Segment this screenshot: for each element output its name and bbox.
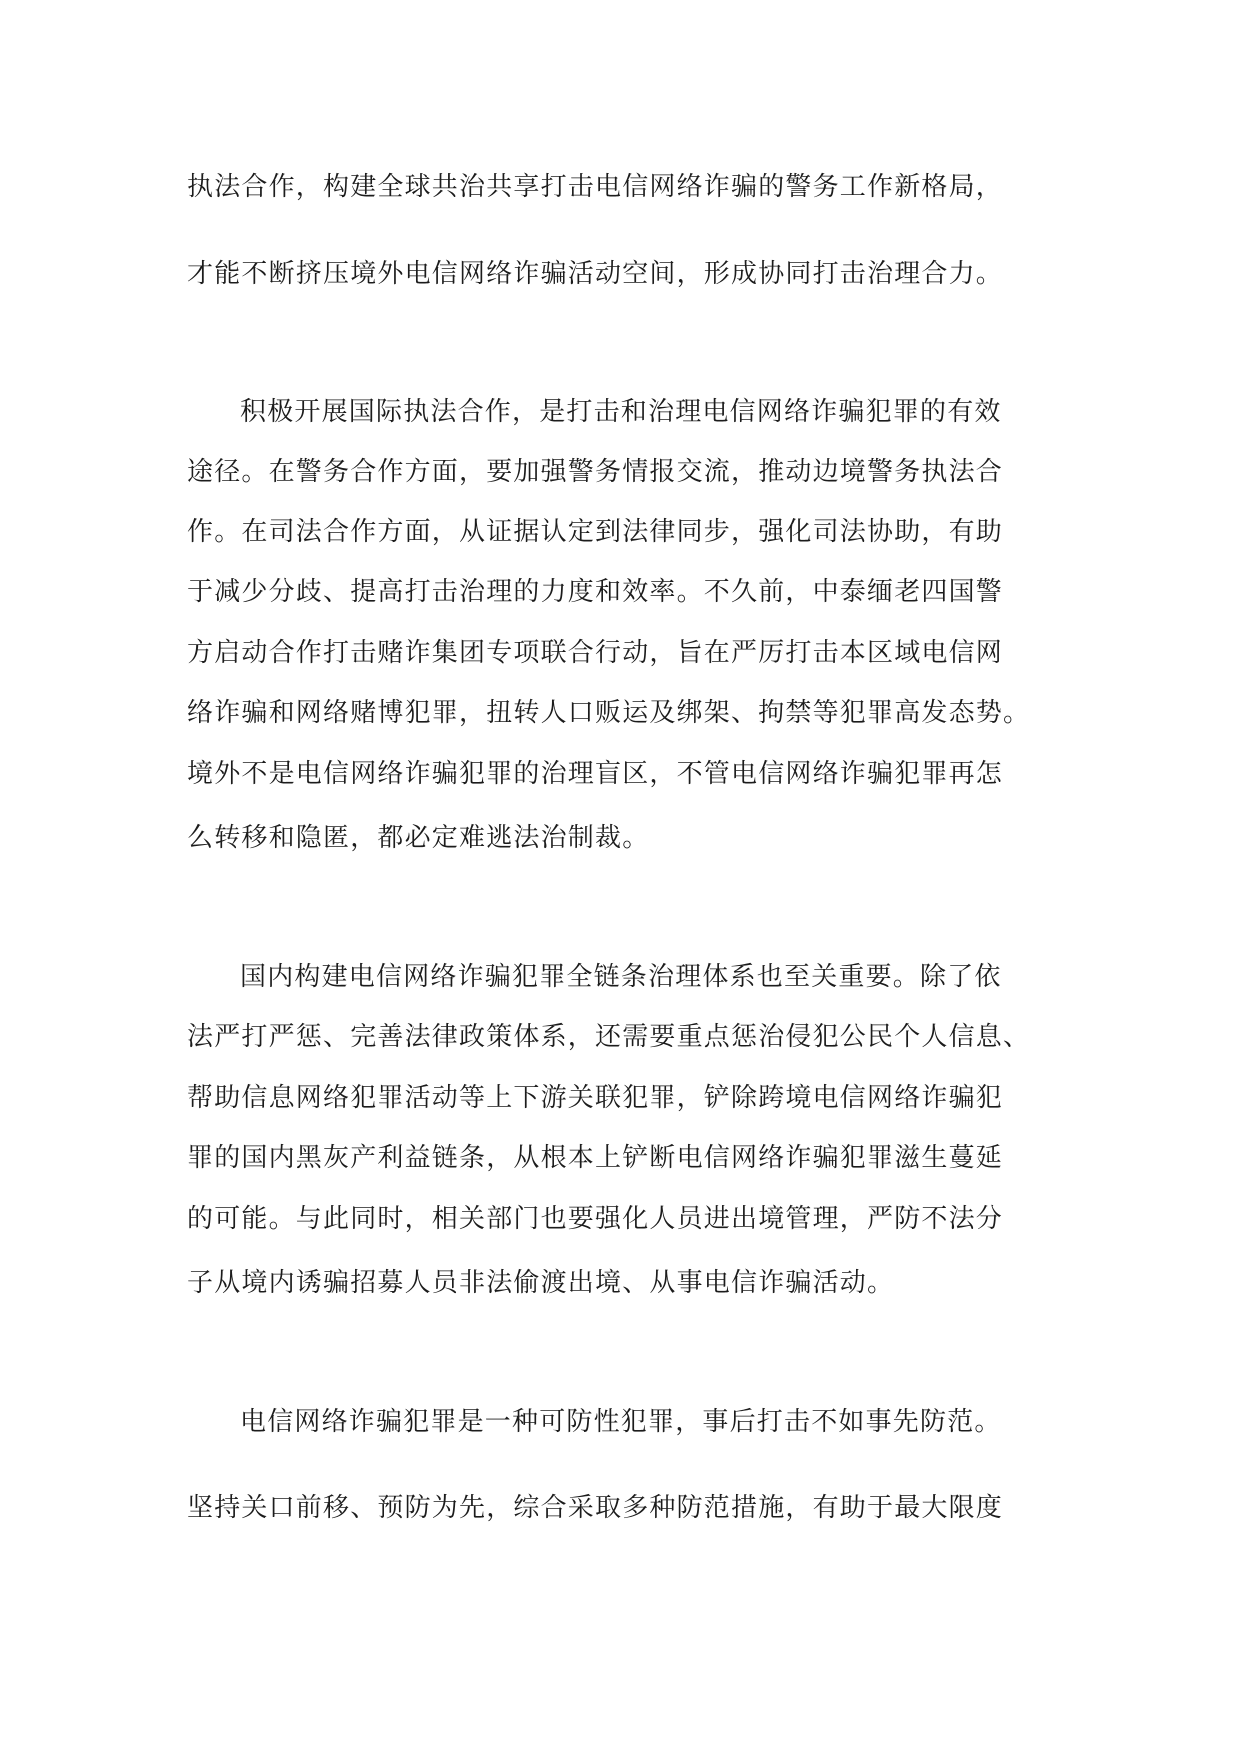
text-line: 的可能。与此同时，相关部门也要强化人员进出境管理，严防不法分 bbox=[187, 1204, 1004, 1234]
text-line: 电信网络诈骗犯罪是一种可防性犯罪，事后打击不如事先防范。 bbox=[240, 1407, 1002, 1437]
text-line: 途径。在警务合作方面，要加强警务情报交流，推动边境警务执法合 bbox=[187, 457, 1004, 487]
text-line: 子从境内诱骗招募人员非法偷渡出境、从事电信诈骗活动。 bbox=[187, 1268, 895, 1298]
text-line: 积极开展国际执法合作，是打击和治理电信网络诈骗犯罪的有效 bbox=[240, 397, 1002, 427]
text-line: 才能不断挤压境外电信网络诈骗活动空间，形成协同打击治理合力。 bbox=[187, 259, 1004, 289]
text-line: 法严打严惩、完善法律政策体系，还需要重点惩治侵犯公民个人信息、 bbox=[187, 1022, 1031, 1052]
text-line: 执法合作，构建全球共治共享打击电信网络诈骗的警务工作新格局， bbox=[187, 172, 1004, 202]
text-line: 于减少分歧、提高打击治理的力度和效率。不久前，中泰缅老四国警 bbox=[187, 577, 1004, 607]
text-line: 方启动合作打击赌诈集团专项联合行动，旨在严厉打击本区域电信网 bbox=[187, 638, 1004, 668]
text-line: 罪的国内黑灰产利益链条，从根本上铲断电信网络诈骗犯罪滋生蔓延 bbox=[187, 1143, 1004, 1173]
text-line: 国内构建电信网络诈骗犯罪全链条治理体系也至关重要。除了依 bbox=[240, 962, 1002, 992]
text-line: 境外不是电信网络诈骗犯罪的治理盲区，不管电信网络诈骗犯罪再怎 bbox=[187, 759, 1004, 789]
text-line: 么转移和隐匿，都必定难逃法治制裁。 bbox=[187, 823, 650, 853]
text-line: 帮助信息网络犯罪活动等上下游关联犯罪，铲除跨境电信网络诈骗犯 bbox=[187, 1083, 1004, 1113]
text-line: 坚持关口前移、预防为先，综合采取多种防范措施，有助于最大限度 bbox=[187, 1493, 1004, 1523]
text-line: 作。在司法合作方面，从证据认定到法律同步，强化司法协助，有助 bbox=[187, 517, 1004, 547]
text-line: 络诈骗和网络赌博犯罪，扭转人口贩运及绑架、拘禁等犯罪高发态势。 bbox=[187, 698, 1031, 728]
